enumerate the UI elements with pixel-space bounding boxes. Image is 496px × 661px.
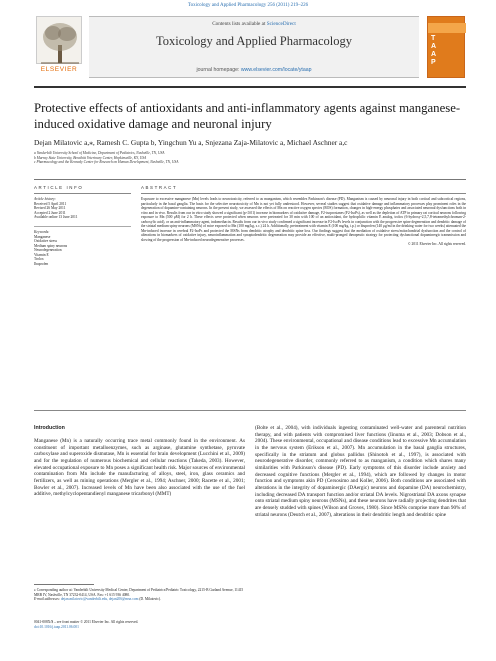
- abstract-heading: ABSTRACT: [141, 185, 178, 190]
- affiliation-b: b Murray State University, Breathitt Veterinary Center, Hopkinsville, KY, USA: [34, 155, 147, 160]
- keywords: [34, 230, 131, 266]
- keywords-label: Keywords:: [34, 230, 50, 234]
- contents-box: [89, 16, 419, 78]
- email-label: E-mail addresses:: [34, 597, 60, 602]
- sciencedirect-link[interactable]: ScienceDirect: [266, 21, 296, 27]
- doi-link[interactable]: doi:10.1016/j.taap.2011.06.001: [34, 624, 79, 629]
- elsevier-logo: [34, 16, 84, 78]
- abstract-paragraph: Exposure to excessive manganese (Mn) levels leads to neurotoxicity, referred to as manganism, which resembles Parkinson's disease (PD). Manganism is caused by neuronal injury in both cortical and subcortical regions, particularly in the basal ganglia. The basis for the selective neurotoxicity of Mn is not yet fully understood. However, several studies suggest that oxidative damage and inflammatory processes play prominent roles in the degeneration of dopamine-containing neurons. In the present study, we assessed the effects of Mn on reactive oxygen species (ROS) formation, changes in high-energy phosphates and associated neuronal dysfunctions both in vitro and in vivo. Results from our in vitro study showed a significant (p<0.01) increase in biomarkers of oxidative damage, F2-isoprostanes (F2-IsoPs), as well as the depletion of ATP in primary rat cortical neurons following exposure to Mn (500 μM) for 2 h. These effects were protected when neurons were pretreated for 30 min with 100 of an antioxidant, the hydrophilic vitamin E analog, trolox (6-hydroxy-2,5,7,8-tetramethylchroman-2-carboxylic acid), or an anti-inflammatory agent, indomethacin. Results from our in vivo study confirmed a significant increase in F2-IsoPs levels in conjunction with the progressive spine degeneration and dendritic damage of the striatal medium spiny neurons (MSNs) of mice exposed to Mn (100 mg/kg, s.c.) 24 h. Additionally, pretreatment with vitamin E (100 mg/kg, i.p.) or ibuprofen (140 μg/ml in the drinking water for two weeks) attenuated the Mn-induced increase in cerebral F2-IsoPs and protected the MSNs from dendritic atrophy and dendritic spine loss. Our findings suggest that the mediation of oxidative stress/mitochondrial dysfunction and the control of alterations in biomarkers of oxidative injury, neuroinflammation and synaptodendritic degeneration may provide an effective, multi-pronged therapeutic strategy for protecting dysfunctional dopaminergic transmission and slowing of the progression of Mn-induced neurodegenerative processes.: [141, 197, 466, 242]
- affiliations: [34, 151, 466, 165]
- copyright-notice: © 2011 Elsevier Inc. All rights reserved.: [407, 242, 466, 247]
- journal-masthead: [34, 16, 466, 80]
- keyword-item: Neurodegeneration: [34, 248, 62, 253]
- affiliation-c: c Pharmacology and the Kennedy Center for Research on Human Development, Nashville, TN, USA: [34, 160, 179, 165]
- keyword-item: Ibuprofen: [34, 261, 49, 266]
- homepage-prefix: journal homepage:: [196, 67, 241, 73]
- article-title: Protective effects of antioxidants and anti-inflammatory agents against manganese-induced oxidative damage and neuronal injury: [34, 101, 461, 131]
- email-line: [34, 597, 245, 602]
- homepage-link[interactable]: www.elsevier.com/locate/ytaap: [240, 67, 312, 73]
- issn-line: 0041-008X/$ – see front matter © 2011 Elsevier Inc. All rights reserved.: [34, 620, 139, 624]
- bottom-metadata: [34, 620, 245, 629]
- keyword-item: Oxidative stress: [34, 239, 58, 244]
- cover-band: [428, 23, 466, 33]
- cover-letters: T A A P: [431, 35, 437, 66]
- corresponding-address: ⁎ Corresponding author at: Vanderbilt University Medical Center, Department of Pediatrics/Pediatric Toxicology, 2215-B Garland Avenue, 11415 MRB IV, Nashville, TN 37232-0414, USA. Fax: +1 615 936 4080.: [34, 588, 244, 597]
- email-links[interactable]: dejan.milatovic@vanderbilt.edu, dejan206@msn.com: [59, 597, 139, 602]
- contents-line: [89, 21, 419, 27]
- article-info-heading: ARTICLE INFO: [34, 185, 84, 190]
- top-rule: [34, 86, 466, 88]
- author-list: Dejan Milatovic a,⁎, Ramesh C. Gupta b, Yingchun Yu a, Snjezana Zaja-Milatovic a, Michael Aschner a,c: [34, 138, 348, 147]
- elsevier-tree-icon: [36, 16, 82, 64]
- history-label: Article history:: [34, 197, 56, 201]
- history-received: Received 5 April 2011: [34, 201, 67, 206]
- introduction-column-left: Manganese (Mn) is a naturally occurring trace metal commonly found in the environment. As constituent of important metalloenzymes, such as arginase, glutamine synthetase, pyruvate carboxylase and superoxide dismutase, Mn is essential for brain development (Lucchini et al., 2009) and for the regulation of numerous biochemical and cellular reactions (Takeda, 2003). However, elevated occupational exposure to Mn poses a significant health risk. Major sources of environmental contamination from Mn include the manufacturing of alloys, steel, iron, glass ceramics and fertilizers, as well as mining operations (Mergler et al., 1994; Aschner, 2000; Racette et al., 2001; Bowler et al., 2007). Increased levels of Mn have been also associated with the use of the fuel additive, methylcyclopentandienyl manganese tricarbonyl (MMT): [34, 438, 245, 498]
- introduction-column-right: (Bolte et al., 2004), with individuals ingesting contaminated well-water and parenteral nutrition therapy, and with patients with compromised liver functions (Iinuma et al., 2003; Dobson et al., 2004). These environmental, occupational and disease conditions lead to excessive Mn accumulation in the nervous system (Erikson et al., 2007). Mn accumulation in the basal ganglia structures, specifically in the striatum and globus pallidus (Shinotoh et al., 1997), is associated with neurodegenerative disorder, commonly referred to as manganism, a condition which shares many similarities with Parkinson's disease (PD). Early symptoms of this disorder include anxiety and decreased cognitive functions (Mergler et al., 1994), which are followed by changes in motor function and symptoms akin PD (Cersosimo and Koller, 2006). Both conditions are associated with alterations in the integrity of dopaminergic (DAergic) neurons and dopamine (DA) neurochemistry, including decreased DA transport function and/or striatal DA levels. Nigrostriatal DA axons synapse onto striatal medium spiny neurons (MSNs), and these neurons have radially projecting dendrites that are densely studded with spines (Wilson and Groves, 1980). Since MSNs comprise more than 90% of striatal neurons (Deutch et al., 2007), alterations in their dendritic length and dendritic spine: [255, 425, 466, 518]
- article-history: [34, 197, 131, 220]
- history-revised: Revised 26 May 2011: [34, 206, 66, 211]
- affiliation-a: a Vanderbilt University School of Medicine, Department of Pediatrics, Nashville, TN, USA: [34, 151, 165, 155]
- introduction-heading: Introduction: [34, 425, 65, 431]
- contents-prefix: Contents lists available at: [212, 21, 267, 27]
- history-accepted: Accepted 2 June 2011: [34, 210, 66, 215]
- keyword-item: Manganese: [34, 234, 51, 239]
- section-divider: [34, 179, 466, 180]
- abstract-body: [141, 197, 466, 247]
- journal-homepage: [89, 67, 419, 73]
- keyword-item: Trolox: [34, 257, 44, 262]
- history-online: Available online 13 June 2011: [34, 215, 78, 220]
- journal-title: Toxicology and Applied Pharmacology: [156, 34, 352, 48]
- journal-cover-image: [427, 16, 465, 78]
- corresponding-author-footnote: [34, 588, 245, 602]
- keyword-item: Medium spiny neurons: [34, 243, 68, 248]
- keyword-item: Vitamin E: [34, 252, 49, 257]
- publisher-logo-text: ELSEVIER: [40, 66, 78, 73]
- running-head: Toxicology and Applied Pharmacology 256 (2011) 219–226: [187, 3, 309, 8]
- email-owner: (D. Milatovic).: [139, 597, 161, 602]
